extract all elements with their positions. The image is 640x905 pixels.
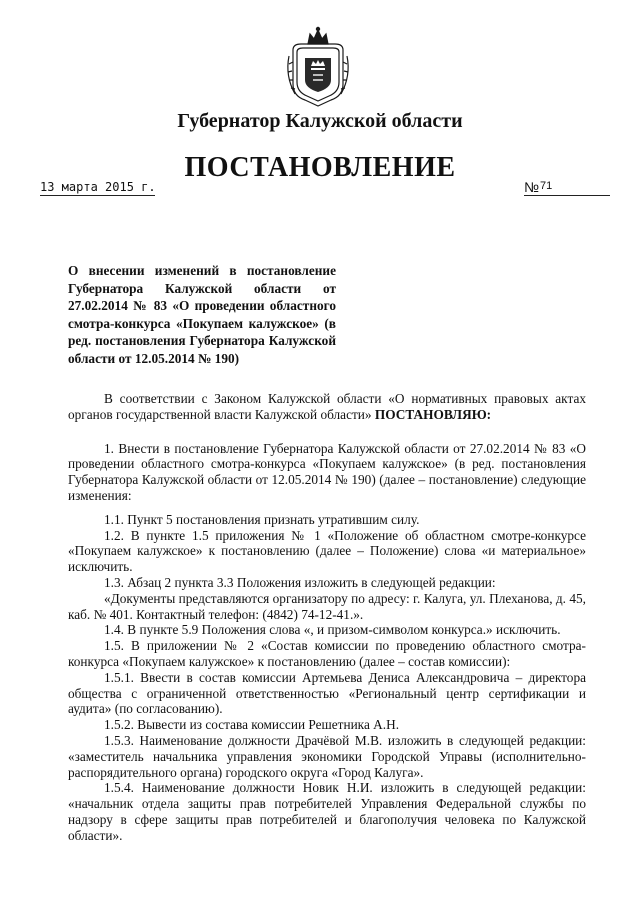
issuing-authority: Губернатор Калужской области <box>177 110 463 132</box>
paragraph-1-5-2: 1.5.2. Вывести из состава комиссии Решетника А.Н. <box>104 717 400 733</box>
document-date: 13 марта 2015 г. <box>40 180 156 194</box>
document-number <box>524 179 610 196</box>
number-value: 71 <box>540 180 553 192</box>
decree-word: ПОСТАНОВЛЯЮ: <box>374 406 492 422</box>
preamble <box>68 391 586 423</box>
paragraph-1-5-3: 1.5.3. Наименование должности Драчёвой М.В. изложить в следующей редакции: «заместитель начальника управления экономики Городской Управы (исполнительно-распорядительного органа) городского округа «Город Калуга». <box>68 732 586 780</box>
paragraph-1-5-1: 1.5.1. Ввести в состав комиссии Артемьева Дениса Александровича – директора общества с ограниченной ответственностью «Региональный центр сертификации и аудита» (по согласованию). <box>68 669 586 717</box>
paragraph-1-5: 1.5. В приложении № 2 «Состав комиссии по проведению областного смотра-конкурса «Покупаем калужское» к постановлению (далее – состав комиссии): <box>68 638 586 669</box>
paragraph-1-4: 1.4. В пункте 5.9 Положения слова «, и призом-символом конкурса.» исключить. <box>104 622 561 638</box>
paragraph-1-3-quote: «Документы представляются организатору по адресу: г. Калуга, ул. Плеханова, д. 45, каб. № 401. Контактный телефон: (4842) 74-12-41.». <box>68 590 586 622</box>
paragraph-1-5-4: 1.5.4. Наименование должности Новик Н.И. изложить в следующей редакции: «начальник отдела защиты прав потребителей Управления Федеральной службы по надзору в сфере защиты прав потребителей и благополучия человека по Калужской области». <box>68 780 586 843</box>
preamble-text: В соответствии с Законом Калужской области «О нормативных правовых актах органов государственной власти Калужской области» <box>68 391 586 422</box>
paragraph-1-2: 1.2. В пункте 1.5 приложения № 1 «Положение об областном смотре-конкурсе «Покупаем калужское» к постановлению (далее – Положение) слова «и материальное» исключить. <box>68 527 586 575</box>
coat-of-arms-icon <box>283 26 353 108</box>
paragraph-1-3: 1.3. Абзац 2 пункта 3.3 Положения изложить в следующей редакции: <box>104 574 496 590</box>
document-subject: О внесении изменений в постановление Губернатора Калужской области от 27.02.2014 № 83 «О проведении областного смотра-конкурса «Покупаем калужское» (в ред. постановления Губернатора Калужской области от 12.05.2014 № 190) <box>68 263 336 366</box>
number-sign: № <box>524 179 540 195</box>
paragraph-1: 1. Внести в постановление Губернатора Калужской области от 27.02.2014 № 83 «О проведении областного смотра-конкурса «Покупаем калужское» (в ред. постановления Губернатора Калужской области от 12.05.2014 № 190) (далее – постановление) следующие изменения: <box>68 440 586 503</box>
document-type-title: ПОСТАНОВЛЕНИЕ <box>184 152 456 183</box>
paragraph-1-1: 1.1. Пункт 5 постановления признать утратившим силу. <box>104 511 420 527</box>
document-body <box>68 391 586 844</box>
